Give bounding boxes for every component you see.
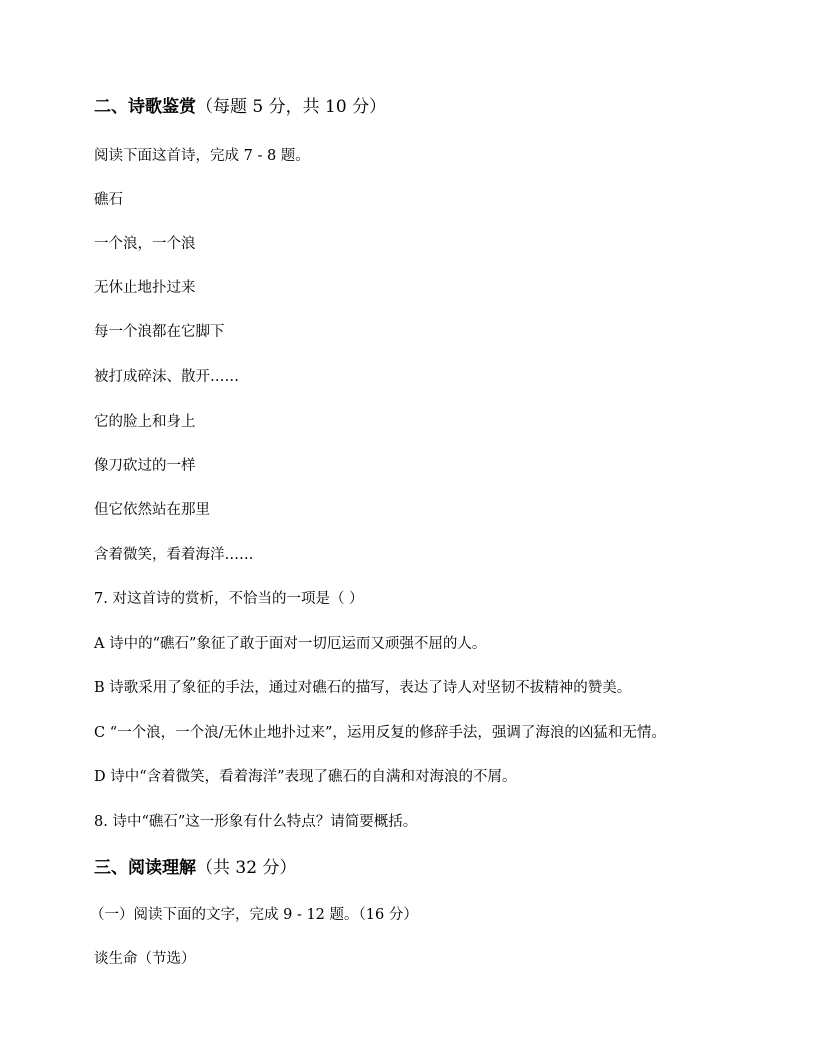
section-2-title: 二、诗歌鉴赏 xyxy=(94,97,196,117)
section-2-heading xyxy=(94,96,386,118)
poem-line-6: 像刀砍过的一样 xyxy=(94,458,196,474)
section-3-note: （共 32 分） xyxy=(196,858,297,878)
section-3-title: 三、阅读理解 xyxy=(94,858,196,878)
question-7-option-d: D 诗中“含着微笑，看着海洋”表现了礁石的自满和对海浪的不屑。 xyxy=(94,769,517,785)
poem-line-5: 它的脸上和身上 xyxy=(94,414,196,430)
section-3-heading xyxy=(94,857,296,879)
question-7-option-a: A 诗中的“礁石”象征了敢于面对一切厄运而又顽强不屈的人。 xyxy=(94,636,487,652)
section-2-note: （每题 5 分，共 10 分） xyxy=(196,97,387,117)
poem-line-1: 一个浪，一个浪 xyxy=(94,236,196,252)
poem-line-7: 但它依然站在那里 xyxy=(94,502,210,518)
question-7-option-c: C “一个浪，一个浪/无休止地扑过来”，运用反复的修辞手法，强调了海浪的凶猛和无情。 xyxy=(94,725,666,741)
question-7-option-b: B 诗歌采用了象征的手法，通过对礁石的描写，表达了诗人对坚韧不拔精神的赞美。 xyxy=(94,680,632,696)
question-8: 8. 诗中“礁石”这一形象有什么特点？请简要概括。 xyxy=(94,814,418,830)
poem-title: 礁石 xyxy=(94,192,123,208)
poem-line-4: 被打成碎沫、散开…… xyxy=(94,369,239,385)
poem-line-8: 含着微笑，看着海洋…… xyxy=(94,547,254,563)
article-title: 谈生命（节选） xyxy=(94,951,196,967)
section-3-subsection-1: （一）阅读下面的文字，完成 9 - 12 题。（16 分） xyxy=(90,907,418,923)
question-7-stem: 7. 对这首诗的赏析，不恰当的一项是（ ） xyxy=(94,591,364,607)
poem-line-3: 每一个浪都在它脚下 xyxy=(94,324,225,340)
poem-line-2: 无休止地扑过来 xyxy=(94,280,196,296)
section-2-instruction: 阅读下面这首诗，完成 7 - 8 题。 xyxy=(94,148,310,164)
